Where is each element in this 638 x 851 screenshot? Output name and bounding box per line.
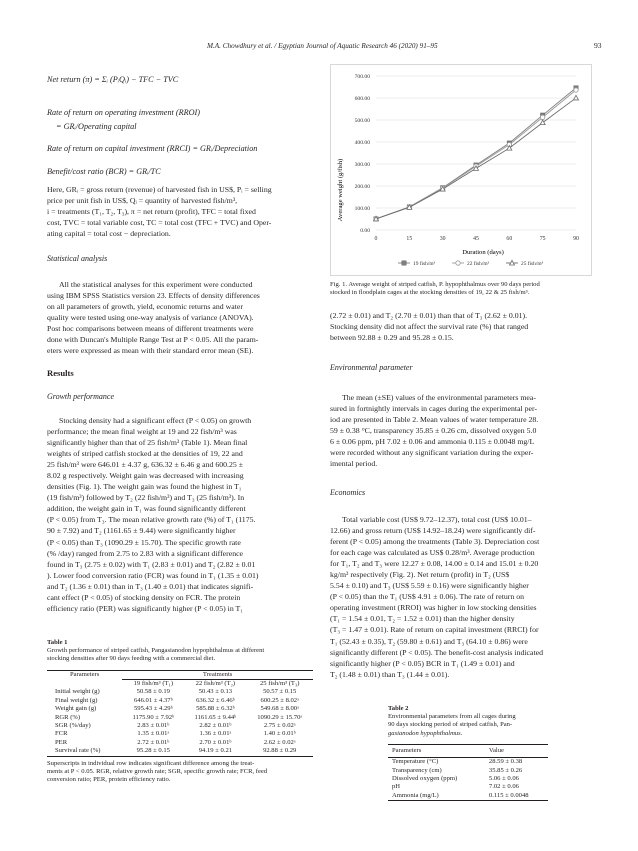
- running-header: M.A. Chowdhury et al. / Egyptian Journal of Aquatic Research 46 (2020) 91–95: [207, 42, 438, 50]
- table-row: [47, 697, 313, 705]
- text-line: (P < 0.05) from T₃. The mean relative growth rate (%) of T₁ (1175.: [47, 515, 256, 525]
- table-cell: 2.62 ± 0.02ᵃ: [263, 738, 296, 746]
- text-line: found in T₃ (2.75 ± 0.02) with T₁ (2.83 ± 0.01) and T₂ (2.82 ± 0.01: [47, 559, 256, 569]
- table-caption-line: Growth performance of striped catfish, Pangasianodon hypophthalmus at different: [47, 647, 265, 655]
- text-line: eters were expressed as mean with their standard error mean (SE).: [47, 346, 254, 356]
- x-tick-label: 60: [506, 236, 513, 242]
- text-line: weights of striped catfish stocked at the densities of 19, 22 and: [47, 449, 243, 459]
- text-line: (P < 0.05) than the T₁ (US$ 4.91 ± 0.06). The rate of return on: [330, 592, 525, 602]
- figure-1-caption: [330, 281, 596, 297]
- text-line: for each cage was calculated as US$ 0.28/m³. Average production: [330, 548, 535, 558]
- text-line: cant effect (P < 0.05) of stocking density on FCR. The protein: [47, 592, 241, 602]
- table-cell: 2.70 ± 0.01ᵇ: [199, 738, 232, 746]
- text-line: 25 fish/m³ were 646.01 ± 4.37 g, 636.32 ± 6.46 g and 600.25 ±: [47, 460, 244, 470]
- table-cell: Transparency (cm): [392, 766, 442, 774]
- y-tick-label: 200.00: [354, 184, 370, 190]
- legend-label: 19 fish/m³: [413, 261, 436, 267]
- table-cell: 50.57 ± 0.15: [263, 688, 297, 696]
- heading-results: Results: [47, 368, 74, 378]
- text-line: kg/m³ respectively (Fig. 2). Net return (profit) in T₂ (US$: [330, 570, 510, 580]
- heading-growth-performance: Growth performance: [47, 392, 115, 401]
- text-line: significantly different (P < 0.05). The benefit-cost analysis indicated: [330, 647, 543, 657]
- y-tick-label: 600.00: [354, 96, 370, 102]
- text-line: and T₂ (1.36 ± 0.01) than in T₃ (1.40 ± 0.01) that indicates signifi-: [47, 581, 254, 591]
- text-line: 90 ± 7.92) and T₂ (1161.65 ± 9.44) were significantly higher: [47, 526, 236, 536]
- table-row: [47, 705, 313, 713]
- text-line: 59 ± 0.38 °C, transparency 35.85 ± 0.26 cm, dissolved oxygen 5.0: [330, 426, 537, 436]
- text-line: Here, GRᵢ = gross return (revenue) of harvested fish in US$, Pᵢ = selling: [47, 185, 272, 194]
- table-cell: 1.35 ± 0.01ᵃ: [137, 730, 170, 738]
- table-cell: Dissolved oxygen (ppm): [392, 775, 458, 783]
- table-footnote: ments at P < 0.05. RGR, relative growth rate; SGR, specific growth rate; FCR, feed: [47, 767, 268, 775]
- y-tick-label: 500.00: [354, 118, 370, 124]
- y-tick-label: 300.00: [354, 162, 370, 168]
- table-row: [47, 747, 313, 756]
- column-header: Treatments: [202, 670, 233, 678]
- table-row: [47, 730, 313, 738]
- table-cell: 92.88 ± 0.29: [263, 747, 297, 755]
- text-line: (P < 0.05) than T₃ (1090.29 ± 15.70). The specific growth rate: [47, 537, 241, 547]
- text-line: 6 ± 0.06 ppm, pH 7.02 ± 0.06 and ammonia 0.115 ± 0.0048 mg/L: [330, 437, 535, 447]
- table-row: [388, 792, 548, 801]
- text-line: iod are presented in Table 2. Mean values of water temperature 28.: [330, 415, 539, 425]
- definitions-paragraph: [47, 184, 313, 239]
- equation-rroi-2: = GRᵢ/Operating capital: [56, 122, 137, 131]
- table-cell: 646.01 ± 4.37ᵇ: [134, 696, 173, 704]
- figure-1-chart: [330, 64, 592, 276]
- text-line: operating investment (RROI) was higher in low stocking densities: [330, 603, 537, 613]
- table-cell: 636.32 ± 6.46ᵇ: [196, 696, 235, 704]
- table-cell: 1161.65 ± 9.44ᵇ: [194, 713, 237, 721]
- y-tick-label: 100.00: [354, 206, 370, 212]
- text-line: All the statistical analyses for this experiment were conducted: [59, 280, 253, 289]
- page-number: 93: [594, 41, 602, 50]
- table-caption-line: gasianodon hypophthalmus.: [388, 729, 463, 737]
- text-line: The mean (±SE) values of the environmental parameters mea-: [342, 393, 536, 402]
- x-tick-label: 75: [539, 236, 546, 242]
- equation-rroi: Rate of return on operating investment (RROI): [47, 108, 200, 117]
- table-cell: pH: [392, 783, 401, 791]
- table-cell: 50.58 ± 0.19: [136, 688, 170, 696]
- data-point: [540, 115, 544, 119]
- legend-label: 22 fish/m³: [467, 261, 490, 267]
- table-row: [388, 758, 548, 767]
- equation-net-return: Net return (π) = Σᵢ (PᵢQᵢ) − TFC − TVC: [47, 75, 179, 84]
- caption-line: Fig. 1. Average weight of striped catfish, P. hypophthalmus over 90 days period: [330, 281, 540, 288]
- continued-paragraph: [330, 310, 596, 343]
- text-line: i = treatments (T₁, T₂, T₃), π = net return (profit), TFC = total fixed: [47, 207, 256, 217]
- text-line: price per unit fish in US$, Qᵢ = quantity of harvested fish/m³,: [47, 196, 238, 206]
- table-cell: 1.40 ± 0.01ᵇ: [263, 730, 296, 738]
- column-header: Parameters: [69, 670, 100, 678]
- growth-paragraph: [47, 415, 313, 614]
- text-line: using IBM SPSS Statistics version 23. Effects of density differences: [47, 291, 260, 301]
- text-line: (2.72 ± 0.01) and T₂ (2.70 ± 0.01) than that of T₃ (2.62 ± 0.01).: [330, 311, 528, 320]
- table-cell: 94.19 ± 0.21: [198, 747, 233, 755]
- text-line: done with Duncan's Multiple Range Test at P < 0.05. All the param-: [47, 335, 259, 345]
- table-cell: Final weight (g): [55, 696, 98, 704]
- text-line: performance; the mean final weight at 19 and 22 fish/m³ was: [47, 427, 237, 437]
- growth-table: [47, 670, 313, 760]
- table-cell: 50.43 ± 0.13: [198, 688, 233, 696]
- column-header: Parameters: [392, 746, 422, 754]
- data-point: [456, 261, 460, 265]
- text-line: between 92.88 ± 0.29 and 95.28 ± 0.15.: [330, 333, 454, 343]
- text-line: efficiency ratio (PER) was significantly higher (P < 0.05) in T₁: [47, 603, 244, 613]
- text-line: T₂ (1.48 ± 0.01) than T₃ (1.44 ± 0.01).: [330, 669, 450, 679]
- table-row: [388, 767, 548, 775]
- text-line: significantly higher than that of 25 fish/m³ (Table 1). Mean final: [47, 438, 248, 448]
- chart-legend: [398, 260, 544, 267]
- table-cell: Initial weight (g): [55, 688, 100, 696]
- table-row: [47, 714, 313, 722]
- text-line: T₁ (52.43 ± 0.35), T₂ (59.80 ± 0.61) and T₃ (64.10 ± 0.86) were: [330, 636, 528, 646]
- text-line: (T₃ = 1.47 ± 0.01). Rate of return on capital investment (RRCI) for: [330, 625, 539, 635]
- text-line: 12.66) and gross return (US$ 14.92–18.24) were significantly dif-: [330, 526, 536, 536]
- environment-paragraph: [330, 392, 596, 469]
- table-cell: 1175.90 ± 7.92ᵇ: [132, 713, 175, 721]
- text-line: (19 fish/m³) followed by T₂ (22 fish/m³) and T₃ (25 fish/m³). In: [47, 493, 245, 503]
- text-line: on all parameters of growth, yield, economic returns and water: [47, 302, 243, 312]
- text-line: sured in fortnightly intervals in cages during the experimental per-: [330, 404, 538, 414]
- table-label: Table 2: [388, 705, 409, 712]
- y-tick-label: 400.00: [354, 140, 370, 146]
- table-footnote: conversion ratio; PER, protein efficiency ratio.: [47, 776, 171, 784]
- heading-economics: Economics: [330, 488, 366, 497]
- table-cell: 595.43 ± 4.29ᵇ: [134, 705, 173, 713]
- table-cell: 7.02 ± 0.06: [488, 783, 519, 791]
- text-line: ferent (P < 0.05) among the treatments (Table 3). Depreciation cost: [330, 537, 540, 547]
- heading-statistical-analysis: Statistical analysis: [47, 254, 108, 263]
- table-caption-line: Environmental parameters from all cages during: [388, 713, 516, 721]
- heading-environmental-parameter: Environmental parameter: [330, 363, 413, 372]
- legend-label: 25 fish/m³: [521, 261, 544, 267]
- table-row: [388, 783, 548, 791]
- table-cell: Survival rate (%): [55, 747, 101, 755]
- x-tick-label: 0: [374, 236, 378, 242]
- economics-paragraph: [330, 514, 596, 680]
- text-line: Total variable cost (US$ 9.72–12.37), total cost (US$ 10.01–: [342, 515, 532, 524]
- text-line: Stocking density did not affect the survival rate (%) that ranged: [330, 322, 529, 332]
- text-line: significantly higher (P < 0.05) BCR in T₁ (1.49 ± 0.01) and: [330, 658, 515, 668]
- text-line: cost, TVC = total variable cost, TC = total cost (TFC + TVC) and Oper-: [47, 218, 272, 228]
- table-row: [47, 688, 313, 696]
- text-line: ). Lower food conversion ratio (FCR) was found in T₁ (1.35 ± 0.01): [47, 570, 259, 580]
- table-body: [388, 758, 548, 801]
- column-header: 19 fish/m³ (T₁): [122, 680, 184, 689]
- x-tick-label: 45: [473, 236, 479, 242]
- column-header: 25 fish/m³ (T₃): [246, 680, 313, 689]
- column-header: Value: [488, 746, 504, 754]
- table-cell: Ammonia (mg/L): [392, 791, 439, 799]
- table-cell: 95.28 ± 0.15: [136, 747, 170, 755]
- column-header: 22 fish/m³ (T₂): [184, 680, 246, 689]
- text-line: ating capital = total cost − depreciation.: [47, 229, 171, 239]
- table-cell: 549.68 ± 8.00ᵃ: [260, 705, 299, 713]
- table-cell: 585.88 ± 6.32ᵇ: [196, 705, 235, 713]
- table-row: [388, 775, 548, 783]
- caption-line: stocked in floodplain cages at the stocking densities of 19, 22 & 25 fish/m³.: [330, 289, 530, 297]
- statistics-paragraph: [47, 279, 313, 356]
- table-caption-line: 90 days stocking period of striped catfish, Pan-: [388, 721, 513, 729]
- text-line: (T₁ = 1.54 ± 0.01, T₂ = 1.52 ± 0.01) than the higher density: [330, 614, 515, 624]
- table-cell: RGR (%): [55, 713, 81, 721]
- table-cell: 2.75 ± 0.02ᵃ: [263, 722, 296, 730]
- table-cell: 600.25 ± 8.02ᵃ: [260, 696, 299, 704]
- x-tick-label: 15: [406, 236, 413, 242]
- data-point: [574, 88, 578, 92]
- text-line: 8.02 g respectively. Weight gain was decreased with increasing: [47, 471, 244, 481]
- y-tick-label: 700.00: [354, 74, 370, 80]
- environment-table: [388, 744, 548, 803]
- table-cell: 2.72 ± 0.01ᵇ: [137, 738, 170, 746]
- table-cell: 2.83 ± 0.01ᵇ: [137, 722, 170, 730]
- text-line: densities (Fig. 1). The weight gain was found the highest in T₁: [47, 482, 242, 492]
- table-cell: Temperature (°C): [392, 758, 439, 766]
- table-label: Table 1: [47, 639, 68, 646]
- equation-rrci: Rate of return on capital investment (RRCI) = GRᵢ/Depreciation: [47, 144, 258, 153]
- text-line: quality were tested using one-way analysis of variance (ANOVA).: [47, 313, 254, 323]
- table-caption-line: stocking densities after 90 days feeding with a commercial diet.: [47, 655, 216, 663]
- table-footnote: Superscripts in individual row indicates significant difference among the treat-: [47, 759, 255, 767]
- text-line: were recorded without any significant variation during the exper-: [330, 448, 534, 458]
- table-cell: 2.82 ± 0.01ᵇ: [199, 722, 232, 730]
- text-line: (% /day) ranged from 2.75 to 2.83 with a significant difference: [47, 548, 244, 558]
- table-cell: SGR (%/day): [55, 722, 91, 730]
- y-tick-label: 0.00: [360, 228, 370, 234]
- text-line: imental period.: [330, 459, 378, 469]
- equation-bcr: Benefit/cost ratio (BCR) = GRᵢ/TC: [47, 167, 161, 176]
- table-cell: 1.36 ± 0.01ᵃ: [199, 730, 232, 738]
- table-cell: 5.06 ± 0.06: [488, 775, 519, 783]
- x-tick-label: 30: [439, 236, 446, 242]
- y-axis-label: Average weight (g/fish): [337, 158, 344, 222]
- table-cell: Weight gain (g): [55, 705, 97, 713]
- text-line: 5.54 ± 0.10) and T₃ (US$ 5.59 ± 0.16) were significantly higher: [330, 581, 529, 591]
- table-cell: FCR: [55, 730, 68, 738]
- table-row: [47, 722, 313, 730]
- text-line: Stocking density had a significant effect (P < 0.05) on growth: [59, 416, 252, 425]
- table-2: [388, 705, 548, 803]
- table-row: [47, 739, 313, 747]
- table-cell: PER: [55, 738, 68, 746]
- text-line: addition, the weight gain in T₁ was found significantly different: [47, 504, 246, 514]
- table-cell: 0.115 ± 0.0048: [488, 791, 529, 799]
- table-cell: 28.59 ± 0.38: [488, 758, 523, 766]
- data-point: [402, 261, 406, 265]
- table-cell: 35.85 ± 0.26: [488, 766, 523, 774]
- table-cell: 1090.29 ± 15.70ᵃ: [257, 713, 303, 721]
- x-tick-label: 90: [573, 236, 579, 242]
- text-line: for T₁, T₂ and T₃ were 12.27 ± 0.08, 14.00 ± 0.14 and 15.01 ± 0.20: [330, 559, 539, 569]
- x-axis-label: Duration (days): [462, 249, 504, 256]
- table-1: [47, 639, 313, 784]
- text-line: Post hoc comparisons between means of different treatments were: [47, 324, 254, 334]
